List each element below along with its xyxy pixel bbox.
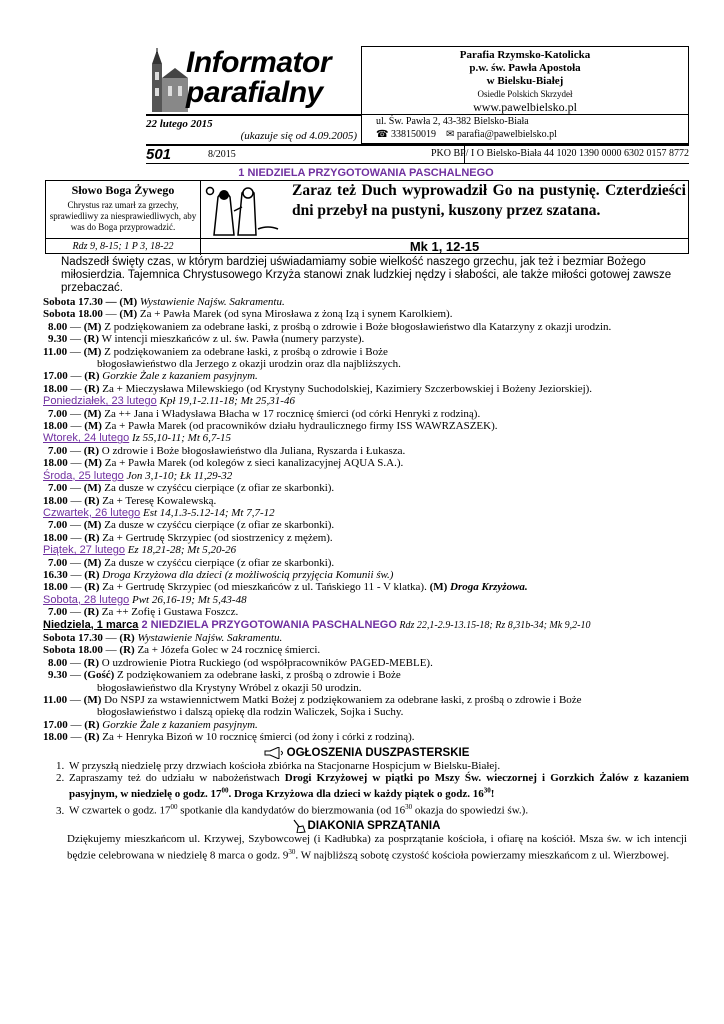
contact-box [361,114,689,144]
intention: Za ++ Jana i Władysława Błacha w 17 rocznicę śmierci (od córki Henryki z rodziną). [101,407,481,420]
day-heading [43,507,689,519]
mass-time: 18.00 [43,382,68,395]
day-readings: Rdz 22,1-2.9-13.15-18; Rz 8,31b-34; Mk 9,2-10 [396,619,591,631]
dash: — [67,519,84,532]
intention: Za + Gertrudę Skrzypiec (od mieszkańców z ul. Tańskiego 11 - V klatka). [99,581,430,594]
megaphone-icon [263,747,285,759]
dash: — [67,457,85,470]
intention: Za + Henryka Bizoń w 10 rocznicę śmierci (od żony i córki z rodziną). [99,731,415,744]
schedule-row [43,669,689,681]
email-icon: ✉ [445,129,455,140]
mass-time: 8.00 [48,656,68,669]
cleaning-text [67,833,687,862]
intention: O uzdrowienie Piotra Ruckiego (od współpracowników PAGED-MEBLE). [99,656,433,669]
header [43,46,689,161]
mass-time: 18.00 [43,420,68,433]
mass-time: 7.00 [48,444,68,457]
day-name: Sobota, 28 lutego [43,593,130,606]
day-readings: Kpł 19,1-2.11-18; Mt 25,31-46 [156,395,295,408]
priest-code: (M) [83,345,102,358]
priest-code: (R) [83,656,100,669]
priest-code: (R) [84,718,100,731]
intention: Za + Pawła Marek (od pracowników działu hydraulicznego firmy ISS WAWRZASZEK). [101,420,498,433]
mass-time: 18.00 [43,457,68,470]
announcements-list [43,760,689,818]
schedule-row [43,408,689,420]
intention: Gorzkie Żale z kazaniem pasyjnym. [99,718,258,731]
schedule-row [43,694,689,706]
time-minutes: 30 [483,786,491,795]
schedule-row [43,420,689,432]
mass-time: Sobota 17.30 [43,296,103,308]
schedule-row [43,519,689,531]
day-heading [43,544,689,556]
schedule-row [43,495,689,507]
dash: — [67,531,85,544]
priest-code: (M) [119,308,138,321]
schedule-row [43,308,689,320]
schedule-row [43,731,689,743]
published-since: (ukazuje się od 4.09.2005) [240,130,357,142]
mass-time: Sobota 18.00 [43,644,103,657]
issue-code: 8/2015 [208,149,236,160]
day-readings: Iz 55,10-11; Mt 6,7-15 [129,432,232,445]
day-heading [43,594,689,606]
announcement-text: Zapraszamy też do udziału w nabożeństwach [69,772,285,785]
priest-code: (M) [83,320,102,333]
dash: — [67,482,84,495]
phone: 338150019 [390,129,436,140]
dash: — [67,420,85,433]
dash: — [102,631,120,644]
day-heading [43,432,689,444]
dash: — [67,656,84,669]
intention: Za + Pawła Marek (od syna Mirosława z żoną Izą i synem Karolkiem). [137,308,453,321]
announcement-text: spotkanie dla kandydatów do bierzmowania (od 16 [177,804,406,817]
schedule-row [43,581,689,593]
priest-code: (M) [84,457,102,470]
time-minutes: 30 [405,803,413,812]
schedule-row [43,557,689,569]
priest-code: (R) [84,382,100,395]
day-heading [43,619,689,632]
priest-code: (M) [83,556,102,569]
dash: — [67,382,85,395]
day-name: Wtorek, 24 lutego [43,432,130,445]
logo-title-line1: Informator [186,46,331,79]
dash: — [67,345,84,358]
mass-time: 18.00 [43,531,68,544]
intention: Droga Krzyżowa. [447,581,528,594]
parish-patron: p.w. św. Pawła Apostoła [469,62,581,74]
day-name: Poniedziałek, 23 lutego [43,395,157,408]
bank-account: PKO BP/ I O Bielsko-Biała 44 1020 1390 0000 6302 0157 8772 [430,148,689,159]
mass-time: Sobota 18.00 [43,308,103,321]
schedule-row-continued: błogosławieństwo dla Krystyny Wróbel z okazji 50 urodzin. [97,681,362,694]
mass-time: 11.00 [43,345,68,358]
intention: W intencji mieszkańców z ul. św. Pawła (numery parzyste). [99,333,365,346]
dash: — [102,644,120,657]
schedule-row [43,333,689,345]
dash: — [67,370,85,383]
priest-code: (M) [83,407,102,420]
mass-time: 18.00 [43,731,68,744]
intention: Za dusze w czyśćcu cierpiące (z ofiar ze skarbonki). [101,556,335,569]
announcement-item [67,772,689,801]
announcement-item [67,801,689,817]
broom-icon [292,819,306,833]
schedule-row [43,346,689,358]
issue-number: 501 [146,146,172,163]
announcement-bold: ! [490,788,495,801]
announcement-bold: . Droga Krzyżowa dla dzieci w każdy piątek o godz. 16 [228,788,484,801]
dash: — [67,494,85,507]
intention: Za + Teresę Kowalewską. [99,494,217,507]
intention: Za + Mieczysława Milewskiego (od Krystyny Suchodolskiej, Kazimiery Szczerbowskiej i Bożeny Jeziorskiej). [99,382,593,395]
dash: — [102,296,120,308]
schedule-row [43,457,689,469]
day-name: Czwartek, 26 lutego [43,506,141,519]
day-name: Piątek, 27 lutego [43,544,125,557]
logo-title-line2: parafialny [186,76,323,109]
day-heading [43,395,689,407]
cleaning-text-part: . W najbliższą sobotę czystość kościoła powierzamy mieszkańcom z ul. Wierzbowej. [295,849,670,862]
dash: — [67,407,84,420]
intention: Z podziękowaniem za odebrane łaski, z prośbą o zdrowie i Boże błogosławieństwo dla Katarzyny z okazji urodzin. [101,320,612,333]
mass-schedule [43,296,689,744]
dash: — [67,669,84,682]
cleaning-heading: DIAKONIA SPRZĄTANIA [307,820,441,833]
mass-time: 7.00 [48,556,68,569]
mass-time: 18.00 [43,581,68,594]
priest-code: (R) [83,333,100,346]
word-of-god-tagline: Chrystus raz umarł za grzechy, sprawiedliwy za niesprawiedliwych, aby was do Boga przyprowadzić. [49,200,197,232]
cleaning-text-part: Dziękujemy mieszkańcom ul. Krzywej, Szybowcowej (i Kadłubka) za posprzątanie kościoła, i ofiarę na kościół. Msza św. w ich intencji będzie celebrowana w niedzielę 8 marca o godz. 9 [67,833,687,862]
intention: Za dusze w czyśćcu cierpiące (z ofiar ze skarbonki). [101,519,335,532]
intention: O zdrowie i Boże błogosławieństwo dla Juliana, Ryszarda i Łukasza. [99,444,406,457]
temptation-illustration-icon [204,183,282,237]
priest-code: (M) [429,581,448,594]
dash: — [67,581,85,594]
logo [146,46,350,114]
priest-code: (R) [119,631,135,644]
word-of-god [46,181,201,238]
newsletter-page [43,46,689,862]
gospel-box [45,180,689,254]
day-heading [43,470,689,482]
dash: — [67,333,84,346]
dash: — [67,731,85,744]
dash: — [67,606,84,619]
parish-city: w Bielsku-Białej [486,75,564,87]
mass-time: 9.30 [48,333,68,346]
intention: Z podziękowaniem za odebrane łaski, z prośbą o zdrowie i Boże [101,345,388,358]
priest-code: (Gość) [83,669,115,682]
announcement-item: 1. W przyszłą niedzielę przy drzwiach kościoła zbiórka na Stacjonarne Hospicjum w Bielsku-Białej. [67,760,689,773]
dash: — [67,718,85,731]
sunday-name: 2 NIEDZIELA PRZYGOTOWANIA PASCHALNEGO [138,618,397,631]
intro-text: Nadszedł święty czas, w którym bardziej uświadamiamy sobie wielkość naszego grzechu, jak też i bezmiar Bożego miłosierdzia. Tajemnica Chrystusowego Krzyża stanowi znak ludzkiej nędzy i słabości, ale także miłości gotowej zawsze przebaczać. [61,256,672,294]
priest-code: (R) [84,531,100,544]
address: ul. Św. Pawła 2, 43-382 Bielsko-Biała [376,116,529,127]
priest-code: (R) [83,606,100,619]
schedule-row [43,644,689,656]
phone-icon: ☎ [376,129,389,140]
dash: — [67,320,84,333]
intention: Wystawienie Najśw. Sakramentu. [137,296,285,308]
intention: Z podziękowaniem za odebrane łaski, z prośbą o zdrowie i Boże [114,669,401,682]
intention: Droga Krzyżowa dla dzieci (z możliwością przyjęcia Komunii św.) [99,568,394,581]
priest-code: (M) [84,420,102,433]
dash: — [67,556,84,569]
priest-code: (R) [84,494,100,507]
gospel-quote: Zaraz też Duch wyprowadził Go na pustynię. Czterdzieści dni przebył na pustyni, kuszony przez szatana. [292,182,686,219]
readings: Rdz 9, 8-15; 1 P 3, 18-22 [46,238,201,255]
priest-code: (R) [84,568,100,581]
schedule-row [43,719,689,731]
mass-time: 17.00 [43,718,68,731]
intention: Do NSPJ za wstawiennictwem Matki Bożej z podziękowaniem za odebrane łaski, z prośbą o zdrowie i Boże [101,694,582,706]
priest-code: (M) [119,296,138,308]
announcements-title [43,746,689,760]
schedule-row [43,383,689,395]
dash: — [67,568,85,581]
announcement-bold: Drogi Krzyżowej w piątki po Mszy Św. wieczornej i Gorzkich Żalów z kazaniem pasyjnym, w niedzielę o godz. 17 [69,772,689,801]
day-name: Niedziela, 1 marca [43,618,139,631]
schedule-row [43,482,689,494]
intention: Za dusze w czyśćcu cierpiące (z ofiar ze skarbonki). [101,482,335,495]
mass-time: 7.00 [48,519,68,532]
schedule-row [43,296,689,308]
priest-code: (M) [83,519,102,532]
intention: Za + Gertrudę Skrzypiec (od siostrzenicy z mężem). [99,531,333,544]
time-minutes: 00 [170,803,178,812]
parish-name: Parafia Rzymsko-Katolicka [459,49,591,61]
priest-code: (R) [84,370,100,383]
schedule-row [43,370,689,382]
intention: Za + Józefa Golec w 24 rocznicę śmierci. [134,644,321,657]
schedule-row [43,569,689,581]
mass-time: 17.00 [43,370,68,383]
time-minutes: 30 [288,847,296,856]
cleaning-title [43,819,689,833]
mass-time: 16.30 [43,568,68,581]
schedule-row [43,532,689,544]
schedule-row-continued: błogosławieństwo i dalszą opiekę dla rodzin Waliczek, Sojka i Suchy. [97,706,404,719]
intention: Za + Pawła Marek (od kolegów z sieci kanalizacyjnej AQUA S.A.). [101,457,404,470]
parish-info [361,46,689,114]
issue-date-row [146,114,361,146]
gospel-reference: Mk 1, 12-15 [201,238,688,255]
dash: — [67,444,84,457]
schedule-row [43,445,689,457]
schedule-row [43,321,689,333]
announcement-text: okazja do spowiedzi św.). [412,804,529,817]
priest-code: (R) [83,444,100,457]
church-icon [146,48,190,112]
dash: — [102,308,120,321]
mass-time: 9.30 [48,669,68,682]
mass-time: 7.00 [48,482,68,495]
dash: — [67,694,84,706]
website-link[interactable]: www.pawelbielsko.pl [473,100,577,114]
intention: Za ++ Zofię i Gustawa Foszcz. [99,606,239,619]
schedule-row-continued: błogosławieństwo dla Jerzego z okazji urodzin oraz dla najbliższych. [97,358,401,371]
day-readings: Ez 18,21-28; Mt 5,20-26 [124,544,237,557]
intention: Gorzkie Żale z kazaniem pasyjnym. [99,370,258,383]
day-readings: Jon 3,1-10; Łk 11,29-32 [123,469,233,482]
sunday-title: 1 NIEDZIELA PRZYGOTOWANIA PASCHALNEGO [238,167,494,179]
schedule-row [43,657,689,669]
announcement-text: W czwartek o godz. 17 [69,804,171,817]
schedule-row [43,606,689,618]
issue-number-row [146,144,689,164]
mass-time: 18.00 [43,494,68,507]
parish-estate: Osiedle Polskich Skrzydeł [477,89,573,99]
issue-date: 22 lutego 2015 [146,118,213,130]
day-name: Środa, 25 lutego [43,469,124,482]
priest-code: (M) [83,482,102,495]
day-readings: Pwt 26,16-19; Mt 5,43-48 [129,593,247,606]
mass-time: Sobota 17.30 [43,631,103,644]
mass-time: 11.00 [43,694,68,706]
time-minutes: 00 [221,786,229,795]
priest-code: (R) [84,581,100,594]
intention: Wystawienie Najśw. Sakramentu. [134,631,283,644]
priest-code: (M) [83,694,102,706]
announcements-heading: OGŁOSZENIA DUSZPASTERSKIE [286,746,470,759]
schedule-row [43,632,689,644]
day-readings: Est 14,1.3-5.12-14; Mt 7,7-12 [140,506,275,519]
mass-time: 7.00 [48,606,68,619]
mass-time: 8.00 [48,320,68,333]
mass-time: 7.00 [48,407,68,420]
word-of-god-heading: Słowo Boga Żywego [71,183,175,197]
priest-code: (R) [119,644,135,657]
email[interactable]: parafia@pawelbielsko.pl [456,129,557,140]
priest-code: (R) [84,731,100,744]
